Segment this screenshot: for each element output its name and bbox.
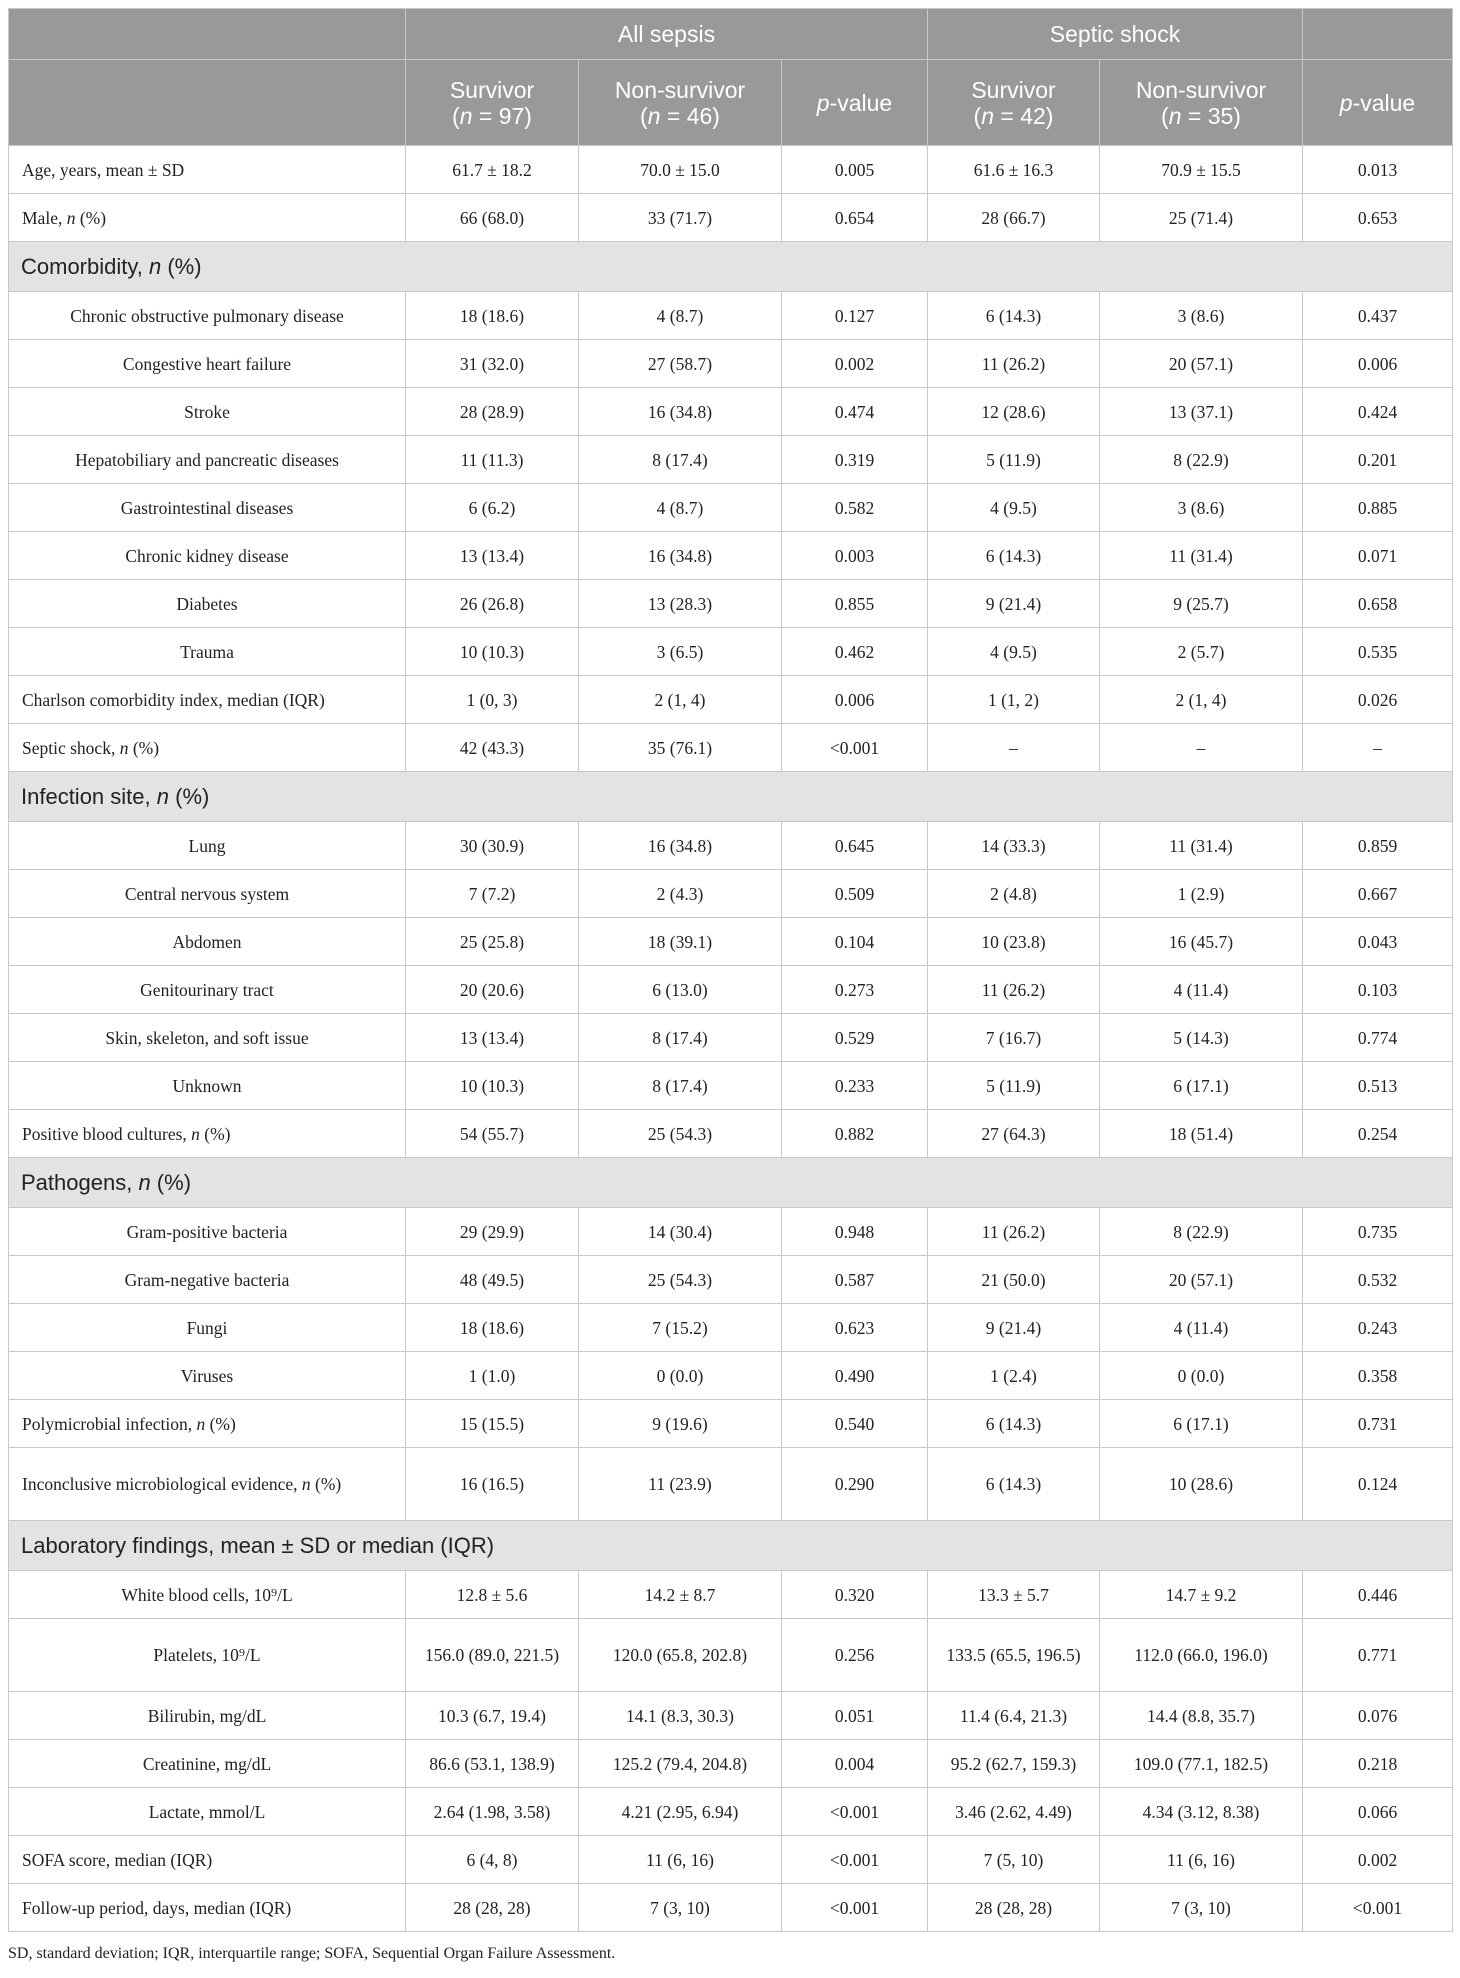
value-cell: 18 (18.6) [406,292,579,340]
value-cell: 0.103 [1303,966,1453,1014]
value-cell: 13 (13.4) [406,1014,579,1062]
value-cell: 0.654 [782,194,928,242]
value-cell: 20 (57.1) [1100,1256,1303,1304]
value-cell: 0.667 [1303,870,1453,918]
value-cell: 31 (32.0) [406,340,579,388]
table-row [9,870,1453,918]
row-label: Creatinine, mg/dL [9,1740,406,1788]
value-cell: 8 (22.9) [1100,436,1303,484]
value-cell: 14.7 ± 9.2 [1100,1571,1303,1619]
value-cell: 0.446 [1303,1571,1453,1619]
header-all-pvalue: p-value [782,60,928,146]
table-row [9,340,1453,388]
value-cell: 0.006 [1303,340,1453,388]
table-row [9,966,1453,1014]
header-n: (n = 42) [973,102,1054,129]
value-cell: 0.735 [1303,1208,1453,1256]
value-cell: 4 (9.5) [928,628,1100,676]
table-row [9,1571,1453,1619]
row-label: Bilirubin, mg/dL [9,1692,406,1740]
value-cell: 14 (33.3) [928,822,1100,870]
value-cell: 11 (23.9) [579,1448,782,1521]
table-row [9,1256,1453,1304]
value-cell: 10 (28.6) [1100,1448,1303,1521]
value-cell: 35 (76.1) [579,724,782,772]
value-cell: 4 (8.7) [579,292,782,340]
value-cell: 12.8 ± 5.6 [406,1571,579,1619]
value-cell: 15 (15.5) [406,1400,579,1448]
header-empty-cell [9,9,406,60]
section-header-row [9,1158,1453,1208]
value-cell: 6 (4, 8) [406,1836,579,1884]
value-cell: 3 (6.5) [579,628,782,676]
value-cell: 14 (30.4) [579,1208,782,1256]
row-label: Unknown [9,1062,406,1110]
value-cell: 0.462 [782,628,928,676]
value-cell: 125.2 (79.4, 204.8) [579,1740,782,1788]
row-label: Age, years, mean ± SD [9,146,406,194]
value-cell: 3 (8.6) [1100,484,1303,532]
value-cell: 0.006 [782,676,928,724]
value-cell: 8 (17.4) [579,1062,782,1110]
value-cell: 28 (66.7) [928,194,1100,242]
row-label: Chronic obstructive pulmonary disease [9,292,406,340]
value-cell: 0.774 [1303,1014,1453,1062]
value-cell: 0.358 [1303,1352,1453,1400]
section-label: Laboratory findings, mean ± SD or median (IQR) [9,1521,1453,1571]
table-row [9,484,1453,532]
value-cell: 2 (5.7) [1100,628,1303,676]
header-label: Non-survivor [1135,76,1267,103]
value-cell: 6 (14.3) [928,532,1100,580]
value-cell: 61.6 ± 16.3 [928,146,1100,194]
value-cell: 9 (25.7) [1100,580,1303,628]
value-cell: 33 (71.7) [579,194,782,242]
table-row [9,436,1453,484]
table-row [9,532,1453,580]
row-label: Trauma [9,628,406,676]
value-cell: 7 (3, 10) [579,1884,782,1932]
value-cell: 0.104 [782,918,928,966]
header-n: (n = 35) [1161,102,1241,129]
value-cell: 9 (21.4) [928,1304,1100,1352]
table-header [9,9,1453,146]
value-cell: 2 (4.3) [579,870,782,918]
value-cell: 5 (11.9) [928,436,1100,484]
row-label: Fungi [9,1304,406,1352]
value-cell: 1 (2.4) [928,1352,1100,1400]
row-label: Genitourinary tract [9,966,406,1014]
table-row [9,1448,1453,1521]
value-cell: 0 (0.0) [1100,1352,1303,1400]
value-cell: – [928,724,1100,772]
value-cell: 86.6 (53.1, 138.9) [406,1740,579,1788]
table-row [9,1619,1453,1692]
value-cell: 11 (11.3) [406,436,579,484]
table-row [9,1740,1453,1788]
table-row [9,1400,1453,1448]
value-cell: 0.071 [1303,532,1453,580]
value-cell: 0.424 [1303,388,1453,436]
value-cell: 0.645 [782,822,928,870]
row-label: Viruses [9,1352,406,1400]
header-label: Survivor [449,76,535,103]
value-cell: <0.001 [782,1884,928,1932]
value-cell: 109.0 (77.1, 182.5) [1100,1740,1303,1788]
table-row [9,1014,1453,1062]
value-cell: 0.474 [782,388,928,436]
row-label: Congestive heart failure [9,340,406,388]
value-cell: 0.320 [782,1571,928,1619]
value-cell: 0.513 [1303,1062,1453,1110]
value-cell: 4 (8.7) [579,484,782,532]
row-label: Platelets, 10⁹/L [9,1619,406,1692]
value-cell: – [1303,724,1453,772]
value-cell: 1 (0, 3) [406,676,579,724]
value-cell: 11 (31.4) [1100,822,1303,870]
value-cell: <0.001 [782,1788,928,1836]
value-cell: 9 (21.4) [928,580,1100,628]
value-cell: 6 (14.3) [928,1448,1100,1521]
value-cell: 5 (11.9) [928,1062,1100,1110]
value-cell: 21 (50.0) [928,1256,1100,1304]
table-row [9,724,1453,772]
value-cell: 14.2 ± 8.7 [579,1571,782,1619]
header-label: Survivor [971,76,1056,103]
value-cell: 18 (51.4) [1100,1110,1303,1158]
value-cell: 0.013 [1303,146,1453,194]
row-label: Lactate, mmol/L [9,1788,406,1836]
value-cell: 28 (28.9) [406,388,579,436]
value-cell: 0.004 [782,1740,928,1788]
row-label: Gram-negative bacteria [9,1256,406,1304]
row-label: Polymicrobial infection, n (%) [9,1400,406,1448]
header-all-non-survivor [579,60,782,146]
header-group-septic-shock: Septic shock [928,9,1303,60]
value-cell: 18 (18.6) [406,1304,579,1352]
row-label: Male, n (%) [9,194,406,242]
value-cell: 25 (54.3) [579,1256,782,1304]
row-label: Gastrointestinal diseases [9,484,406,532]
value-cell: 0.002 [782,340,928,388]
value-cell: 95.2 (62.7, 159.3) [928,1740,1100,1788]
value-cell: 133.5 (65.5, 196.5) [928,1619,1100,1692]
value-cell: 25 (25.8) [406,918,579,966]
table-footnote: SD, standard deviation; IQR, interquartile range; SOFA, Sequential Organ Failure Assessment. [8,1945,616,1962]
value-cell: 0.218 [1303,1740,1453,1788]
header-shock-pvalue: p-value [1303,60,1453,146]
value-cell: 2 (1, 4) [579,676,782,724]
table-row [9,628,1453,676]
row-label: Hepatobiliary and pancreatic diseases [9,436,406,484]
header-shock-non-survivor [1100,60,1303,146]
value-cell: 25 (71.4) [1100,194,1303,242]
row-label: Skin, skeleton, and soft issue [9,1014,406,1062]
value-cell: 16 (34.8) [579,532,782,580]
table-row [9,580,1453,628]
value-cell: 1 (1, 2) [928,676,1100,724]
section-label: Comorbidity, n (%) [9,242,1453,292]
value-cell: 11 (6, 16) [579,1836,782,1884]
value-cell: 0.243 [1303,1304,1453,1352]
value-cell: 0.201 [1303,436,1453,484]
value-cell: 0.026 [1303,676,1453,724]
table-row [9,146,1453,194]
value-cell: 13 (28.3) [579,580,782,628]
value-cell: 0.124 [1303,1448,1453,1521]
value-cell: 3 (8.6) [1100,292,1303,340]
header-shock-survivor [928,60,1100,146]
value-cell: 0.948 [782,1208,928,1256]
value-cell: 0.273 [782,966,928,1014]
value-cell: 11.4 (6.4, 21.3) [928,1692,1100,1740]
value-cell: 7 (5, 10) [928,1836,1100,1884]
value-cell: 1 (1.0) [406,1352,579,1400]
value-cell: 0.532 [1303,1256,1453,1304]
value-cell: 7 (15.2) [579,1304,782,1352]
header-n: (n = 97) [452,102,532,129]
value-cell: 0.003 [782,532,928,580]
value-cell: 10 (10.3) [406,1062,579,1110]
value-cell: 7 (16.7) [928,1014,1100,1062]
value-cell: 6 (13.0) [579,966,782,1014]
value-cell: 20 (57.1) [1100,340,1303,388]
value-cell: 0.254 [1303,1110,1453,1158]
value-cell: 8 (17.4) [579,1014,782,1062]
value-cell: 6 (17.1) [1100,1062,1303,1110]
value-cell: 0.882 [782,1110,928,1158]
table-row [9,676,1453,724]
value-cell: 8 (22.9) [1100,1208,1303,1256]
value-cell: 0.076 [1303,1692,1453,1740]
row-label: Chronic kidney disease [9,532,406,580]
row-label: Follow-up period, days, median (IQR) [9,1884,406,1932]
value-cell: 29 (29.9) [406,1208,579,1256]
value-cell: 6 (6.2) [406,484,579,532]
value-cell: 61.7 ± 18.2 [406,146,579,194]
row-label: Stroke [9,388,406,436]
value-cell: 0.623 [782,1304,928,1352]
value-cell: 0.771 [1303,1619,1453,1692]
table-row [9,1836,1453,1884]
value-cell: 28 (28, 28) [406,1884,579,1932]
value-cell: 0.658 [1303,580,1453,628]
value-cell: 0.859 [1303,822,1453,870]
value-cell: 12 (28.6) [928,388,1100,436]
value-cell: 28 (28, 28) [928,1884,1100,1932]
value-cell: 27 (58.7) [579,340,782,388]
section-header-row [9,1521,1453,1571]
value-cell: 8 (17.4) [579,436,782,484]
value-cell: 25 (54.3) [579,1110,782,1158]
row-label: Charlson comorbidity index, median (IQR) [9,676,406,724]
value-cell: 26 (26.8) [406,580,579,628]
row-label: SOFA score, median (IQR) [9,1836,406,1884]
value-cell: 27 (64.3) [928,1110,1100,1158]
section-label: Infection site, n (%) [9,772,1453,822]
value-cell: 30 (30.9) [406,822,579,870]
value-cell: 7 (7.2) [406,870,579,918]
value-cell: 112.0 (66.0, 196.0) [1100,1619,1303,1692]
value-cell: 4.21 (2.95, 6.94) [579,1788,782,1836]
row-label: Diabetes [9,580,406,628]
value-cell: 70.0 ± 15.0 [579,146,782,194]
value-cell: 66 (68.0) [406,194,579,242]
header-group-row [9,9,1453,60]
value-cell: 11 (6, 16) [1100,1836,1303,1884]
header-n: (n = 46) [640,102,720,129]
value-cell: 11 (31.4) [1100,532,1303,580]
value-cell: 0.509 [782,870,928,918]
value-cell: <0.001 [782,1836,928,1884]
value-cell: 16 (34.8) [579,822,782,870]
value-cell: 6 (14.3) [928,1400,1100,1448]
section-header-row [9,772,1453,822]
table-body [9,146,1453,1932]
value-cell: <0.001 [1303,1884,1453,1932]
value-cell: 13 (13.4) [406,532,579,580]
value-cell: 7 (3, 10) [1100,1884,1303,1932]
sepsis-characteristics-table [8,8,1453,1932]
table-row [9,292,1453,340]
value-cell: 0 (0.0) [579,1352,782,1400]
value-cell: 3.46 (2.62, 4.49) [928,1788,1100,1836]
value-cell: 4.34 (3.12, 8.38) [1100,1788,1303,1836]
value-cell: 0.290 [782,1448,928,1521]
value-cell: 0.437 [1303,292,1453,340]
value-cell: 0.005 [782,146,928,194]
value-cell: 9 (19.6) [579,1400,782,1448]
row-label: Septic shock, n (%) [9,724,406,772]
value-cell: 14.4 (8.8, 35.7) [1100,1692,1303,1740]
row-label: Positive blood cultures, n (%) [9,1110,406,1158]
value-cell: 4 (11.4) [1100,1304,1303,1352]
value-cell: 0.535 [1303,628,1453,676]
value-cell: 0.256 [782,1619,928,1692]
value-cell: 1 (2.9) [1100,870,1303,918]
value-cell: 13.3 ± 5.7 [928,1571,1100,1619]
header-empty-cell [9,60,406,146]
section-label: Pathogens, n (%) [9,1158,1453,1208]
value-cell: 18 (39.1) [579,918,782,966]
value-cell: 156.0 (89.0, 221.5) [406,1619,579,1692]
value-cell: 0.885 [1303,484,1453,532]
value-cell: 4 (11.4) [1100,966,1303,1014]
value-cell: 48 (49.5) [406,1256,579,1304]
row-label: White blood cells, 10⁹/L [9,1571,406,1619]
value-cell: 11 (26.2) [928,966,1100,1014]
table-row [9,1110,1453,1158]
table-row [9,918,1453,966]
table-row [9,1208,1453,1256]
row-label: Inconclusive microbiological evidence, n (%) [9,1448,406,1521]
value-cell: 0.855 [782,580,928,628]
value-cell: 0.043 [1303,918,1453,966]
row-label: Lung [9,822,406,870]
value-cell: 54 (55.7) [406,1110,579,1158]
value-cell: 120.0 (65.8, 202.8) [579,1619,782,1692]
row-label: Gram-positive bacteria [9,1208,406,1256]
value-cell: 13 (37.1) [1100,388,1303,436]
value-cell: 0.490 [782,1352,928,1400]
value-cell: 11 (26.2) [928,1208,1100,1256]
value-cell: 20 (20.6) [406,966,579,1014]
value-cell: 6 (14.3) [928,292,1100,340]
value-cell: 0.540 [782,1400,928,1448]
value-cell: <0.001 [782,724,928,772]
table-row [9,1788,1453,1836]
value-cell: 16 (45.7) [1100,918,1303,966]
table-row [9,1062,1453,1110]
value-cell: 0.233 [782,1062,928,1110]
value-cell: 0.127 [782,292,928,340]
table-row [9,1692,1453,1740]
header-label: Non-survivor [614,76,746,103]
value-cell: 70.9 ± 15.5 [1100,146,1303,194]
table-row [9,822,1453,870]
section-header-row [9,242,1453,292]
value-cell: 10.3 (6.7, 19.4) [406,1692,579,1740]
table-row [9,388,1453,436]
value-cell: 14.1 (8.3, 30.3) [579,1692,782,1740]
header-all-survivor [406,60,579,146]
table-row [9,1884,1453,1932]
row-label: Abdomen [9,918,406,966]
value-cell: 5 (14.3) [1100,1014,1303,1062]
value-cell: 0.582 [782,484,928,532]
value-cell: 16 (34.8) [579,388,782,436]
value-cell: 0.066 [1303,1788,1453,1836]
value-cell: 0.002 [1303,1836,1453,1884]
value-cell: 0.587 [782,1256,928,1304]
value-cell: 2.64 (1.98, 3.58) [406,1788,579,1836]
value-cell: 11 (26.2) [928,340,1100,388]
value-cell: 10 (10.3) [406,628,579,676]
value-cell: 42 (43.3) [406,724,579,772]
value-cell: 0.319 [782,436,928,484]
header-group-all-sepsis: All sepsis [406,9,928,60]
value-cell: 0.529 [782,1014,928,1062]
value-cell: 16 (16.5) [406,1448,579,1521]
table-row [9,1352,1453,1400]
row-label: Central nervous system [9,870,406,918]
value-cell: – [1100,724,1303,772]
header-column-row [9,60,1453,146]
value-cell: 10 (23.8) [928,918,1100,966]
value-cell: 2 (1, 4) [1100,676,1303,724]
header-empty-cell [1303,9,1453,60]
value-cell: 4 (9.5) [928,484,1100,532]
table-row [9,1304,1453,1352]
value-cell: 6 (17.1) [1100,1400,1303,1448]
sepsis-characteristics-table-container [8,8,1452,1964]
value-cell: 0.731 [1303,1400,1453,1448]
value-cell: 2 (4.8) [928,870,1100,918]
value-cell: 0.653 [1303,194,1453,242]
table-row [9,194,1453,242]
value-cell: 0.051 [782,1692,928,1740]
